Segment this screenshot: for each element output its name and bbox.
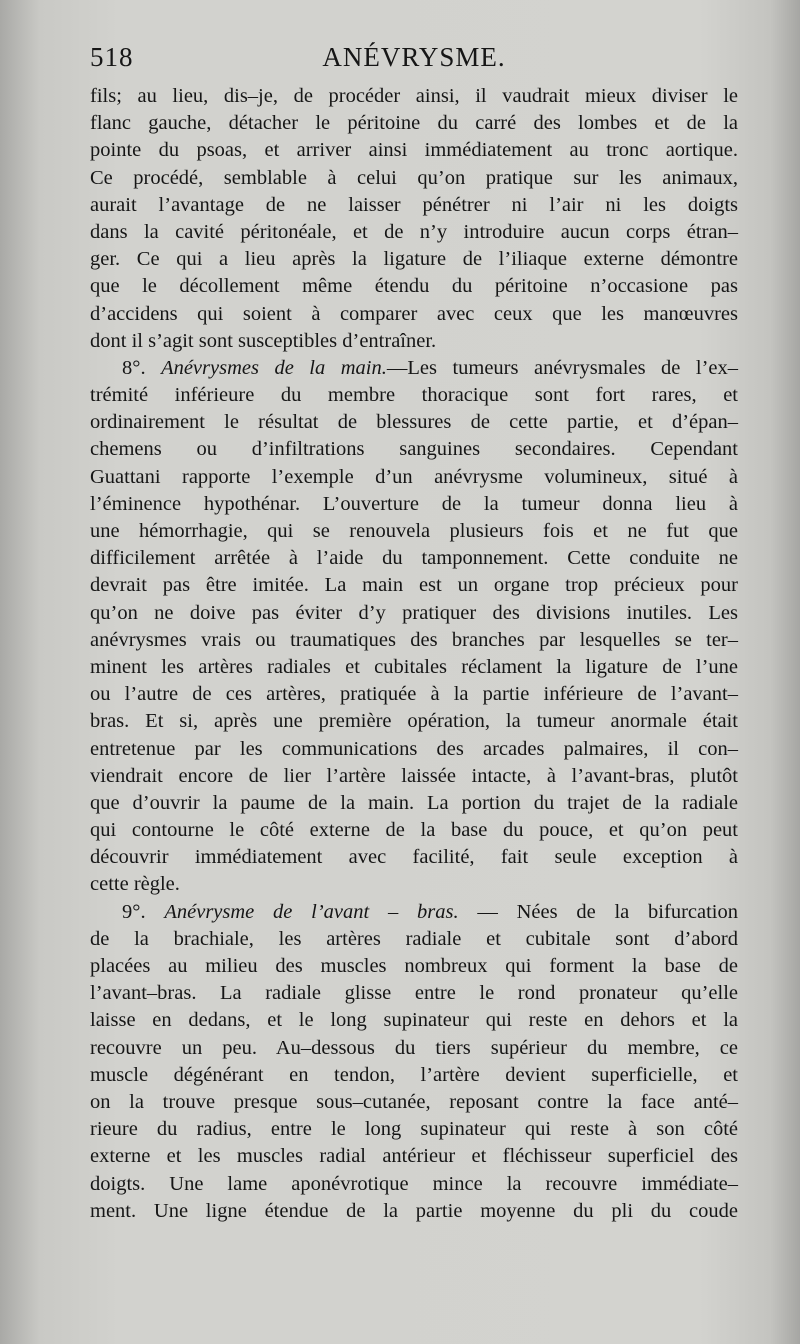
text-line	[90, 681, 738, 708]
line-text: qui contourne le côté externe de la base du pouce, et qu’on peut	[90, 819, 738, 842]
line-text: ordinairement le résultat de blessures de cette partie, et d’épan–	[90, 411, 738, 434]
line-text: chemens ou d’infiltrations sanguines secondaires. Cependant	[90, 438, 738, 461]
text-line	[90, 1089, 738, 1116]
text-line	[90, 763, 738, 790]
line-text: dans la cavité péritonéale, et de n’y introduire aucun corps étran–	[90, 220, 738, 243]
line-text: bras. Et si, après une première opération, la tumeur anormale était	[90, 710, 738, 733]
line-text: —Les tumeurs anévrysmales de l’ex–	[386, 356, 738, 379]
text-line	[90, 355, 738, 382]
line-text: aurait l’avantage de ne laisser pénétrer ni l’air ni les doigts	[90, 193, 738, 216]
text-line	[90, 83, 738, 110]
text-line	[90, 301, 738, 328]
line-text: 8°.	[122, 356, 162, 379]
line-text: Guattani rapporte l’exemple d’un anévrysme volumineux, situé à	[90, 465, 738, 488]
line-text: l’éminence hypothénar. L’ouverture de la tumeur donna lieu à	[90, 492, 738, 515]
text-line	[90, 600, 738, 627]
text-line	[90, 382, 738, 409]
text-line	[90, 464, 738, 491]
line-text: qu’on ne doive pas éviter d’y pratiquer des divisions inutiles. Les	[90, 601, 738, 624]
text-line	[90, 844, 738, 871]
text-line	[90, 817, 738, 844]
line-text: une hémorrhagie, qui se renouvela plusieurs fois et ne fut que	[90, 520, 738, 542]
line-text: on la trouve presque sous–cutanée, reposant contre la face anté–	[90, 1090, 738, 1113]
line-text: devrait pas être imitée. La main est un organe trop précieux pour	[90, 574, 738, 597]
text-line	[90, 545, 738, 572]
text-line	[90, 219, 738, 246]
line-text: doigts. Une lame aponévrotique mince la recouvre immédiate–	[90, 1172, 738, 1195]
line-text: placées au milieu des muscles nombreux qui forment la base de	[90, 955, 738, 977]
running-title: ANÉVRYSME.	[322, 42, 506, 72]
text-line	[90, 953, 738, 980]
line-text: 9°.	[122, 900, 165, 923]
line-text: l’avant–bras. La radiale glisse entre le rond pronateur qu’elle	[90, 982, 738, 1005]
text-line	[90, 137, 738, 164]
line-text: ment. Une ligne étendue de la partie moyenne du pli du coude	[90, 1199, 738, 1222]
text-line	[90, 627, 738, 654]
line-text: muscle dégénérant en tendon, l’artère devient superficielle, et	[90, 1063, 738, 1086]
line-text: pointe du psoas, et arriver ainsi immédiatement au tronc aortique.	[90, 139, 738, 162]
text-line	[90, 328, 738, 355]
line-text: découvrir immédiatement avec facilité, fait seule exception à	[90, 846, 738, 869]
text-line	[90, 1171, 738, 1198]
line-text: fils; au lieu, dis–je, de procéder ainsi, il vaudrait mieux diviser le	[90, 85, 738, 107]
text-line	[90, 491, 738, 518]
line-text: anévrysmes vrais ou traumatiques des branches par lesquelles se ter–	[90, 628, 738, 651]
page-header	[90, 42, 738, 82]
text-line	[90, 518, 738, 545]
text-line	[90, 1035, 738, 1062]
text-line	[90, 1116, 738, 1143]
text-line	[90, 871, 738, 898]
line-text: recouvre un peu. Au–dessous du tiers supérieur du membre, ce	[90, 1036, 738, 1059]
line-text: flanc gauche, détacher le péritoine du carré des lombes et de la	[90, 112, 738, 135]
page-number: 518	[90, 42, 134, 72]
line-text: minent les artères radiales et cubitales réclament la ligature de l’une	[90, 655, 738, 678]
text-line	[90, 436, 738, 463]
text-line	[90, 654, 738, 681]
section-heading: Anévrysmes de la main.	[161, 356, 387, 379]
line-text: dont il s’agit sont susceptibles d’entraîner.	[90, 329, 437, 352]
line-text: que le décollement même étendu du péritoine n’occasione pas	[90, 275, 738, 298]
text-line	[90, 192, 738, 219]
text-line	[90, 273, 738, 300]
line-text: cette règle.	[90, 873, 180, 896]
line-text: rieure du radius, entre le long supinateur qui reste à son côté	[90, 1118, 738, 1141]
text-line	[90, 110, 738, 137]
line-text: ou l’autre de ces artères, pratiquée à la partie inférieure de l’avant–	[90, 683, 738, 706]
line-text: — Nées de la bifurcation	[458, 900, 738, 923]
line-text: laisse en dedans, et le long supinateur qui reste en dehors et la	[90, 1009, 738, 1032]
line-text: ger. Ce qui a lieu après la ligature de l’iliaque externe démontre	[90, 248, 738, 271]
text-line	[90, 708, 738, 735]
text-line	[90, 572, 738, 599]
text-line	[90, 790, 738, 817]
text-line	[90, 926, 738, 953]
line-text: trémité inférieure du membre thoracique sont fort rares, et	[90, 384, 738, 407]
text-line	[90, 409, 738, 436]
section-heading: Anévrysme de l’avant – bras.	[164, 900, 459, 923]
line-text: viendrait encore de lier l’artère laissée intacte, à l’avant-bras, plutôt	[90, 764, 738, 787]
body-text	[90, 83, 738, 1225]
text-line	[90, 899, 738, 926]
line-text: difficilement arrêtée à l’aide du tamponnement. Cette conduite ne	[90, 547, 738, 570]
line-text: que d’ouvrir la paume de la main. La portion du trajet de la radiale	[90, 791, 738, 814]
line-text: Ce procédé, semblable à celui qu’on pratique sur les animaux,	[90, 166, 738, 189]
line-text: entretenue par les communications des arcades palmaires, il con–	[90, 737, 738, 760]
text-line	[90, 1062, 738, 1089]
text-line	[90, 165, 738, 192]
text-line	[90, 1198, 738, 1225]
text-line	[90, 1007, 738, 1034]
text-line	[90, 1143, 738, 1170]
line-text: de la brachiale, les artères radiale et cubitale sont d’abord	[90, 927, 738, 950]
line-text: externe et les muscles radial antérieur et fléchisseur superficiel des	[90, 1145, 738, 1168]
text-line	[90, 736, 738, 763]
text-line	[90, 980, 738, 1007]
line-text: d’accidens qui soient à comparer avec ceux que les manœuvres	[90, 302, 738, 325]
text-line	[90, 246, 738, 273]
